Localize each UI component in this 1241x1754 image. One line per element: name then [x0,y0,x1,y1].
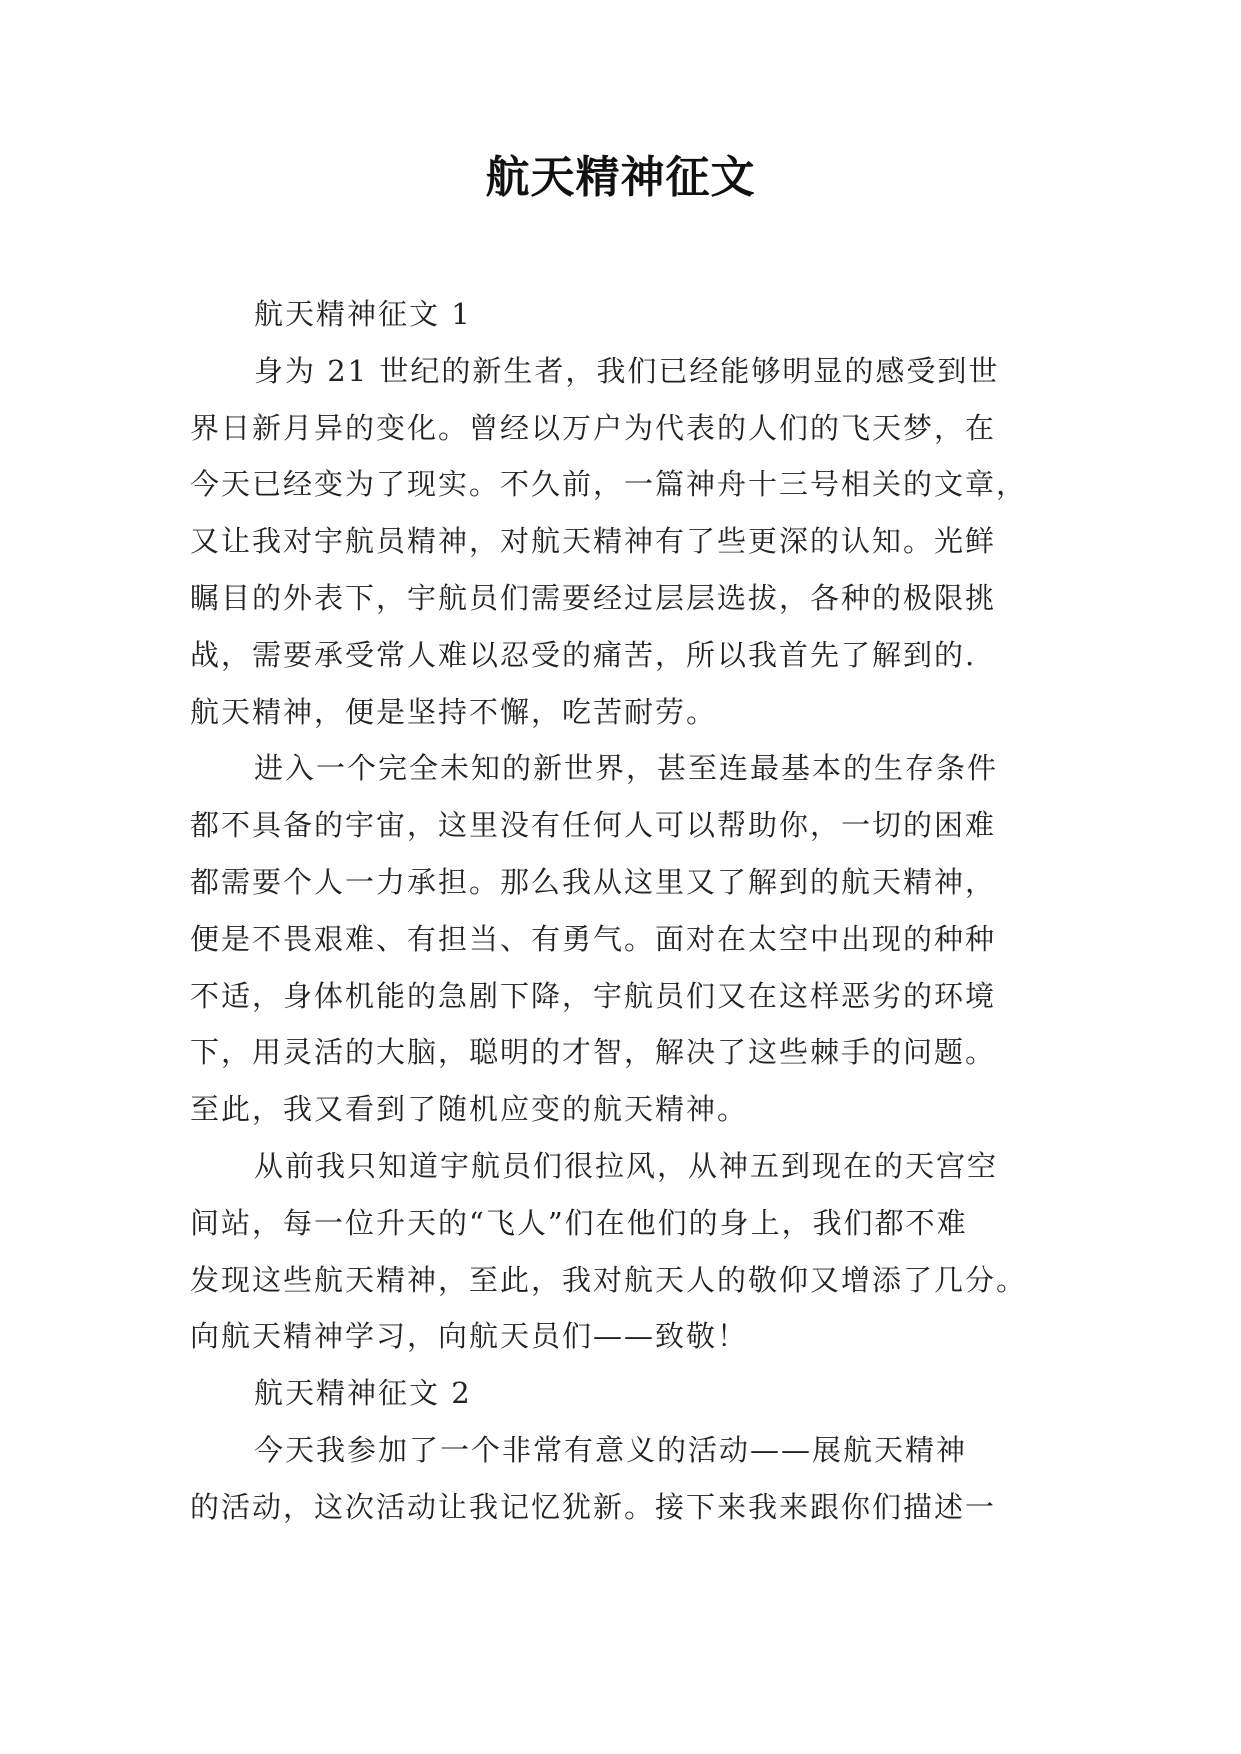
section-heading-1: 航天精神征文 1 [254,297,472,331]
body-line: 界日新月异的变化。曾经以万户为代表的人们的飞天梦，在 [190,410,997,445]
body-line: 不适，身体机能的急剧下降，宇航员们又在这样恶劣的环境 [190,978,997,1013]
body-line: 发现这些航天精神，至此，我对航天人的敬仰又增添了几分。 [190,1262,1028,1297]
body-line: 都需要个人一力承担。那么我从这里又了解到的航天精神， [190,864,997,899]
body-line: 便是不畏艰难、有担当、有勇气。面对在太空中出现的种种 [190,921,997,956]
body-line: 都不具备的宇宙，这里没有任何人可以帮助你，一切的困难 [190,808,997,843]
body-line: 战，需要承受常人难以忍受的痛苦，所以我首先了解到的. [190,637,977,672]
body-line: 又让我对宇航员精神，对航天精神有了些更深的认知。光鲜 [190,524,997,559]
body-line: 间站，每一位升天的“飞人”们在他们的身上，我们都不难 [190,1205,968,1240]
body-line: 从前我只知道宇航员们很拉风，从神五到现在的天宫空 [254,1148,999,1183]
section-heading-2: 航天精神征文 2 [254,1376,472,1411]
document-title: 航天精神征文 [485,152,756,203]
body-line: 的活动，这次活动让我记忆犹新。接下来我来跟你们描述一 [190,1489,997,1524]
body-line: 瞩目的外表下，宇航员们需要经过层层选拔，各种的极限挑 [190,580,997,615]
document-body [190,286,1060,1536]
body-line: 进入一个完全未知的新世界，甚至连最基本的生存条件 [254,751,999,786]
body-line: 今天我参加了一个非常有意义的活动——展航天精神 [254,1432,968,1467]
body-line: 下，用灵活的大脑，聪明的才智，解决了这些棘手的问题。 [190,1035,997,1070]
body-line: 今天已经变为了现实。不久前，一篇神舟十三号相关的文章， [190,467,1028,502]
body-line: 航天精神，便是坚持不懈，吃苦耐劳。 [190,694,718,729]
body-line: 向航天精神学习，向航天员们——致敬！ [190,1319,749,1354]
body-line: 至此，我又看到了随机应变的航天精神。 [190,1092,749,1127]
body-line: 身为 21 世纪的新生者，我们已经能够明显的感受到世 [254,353,1000,388]
